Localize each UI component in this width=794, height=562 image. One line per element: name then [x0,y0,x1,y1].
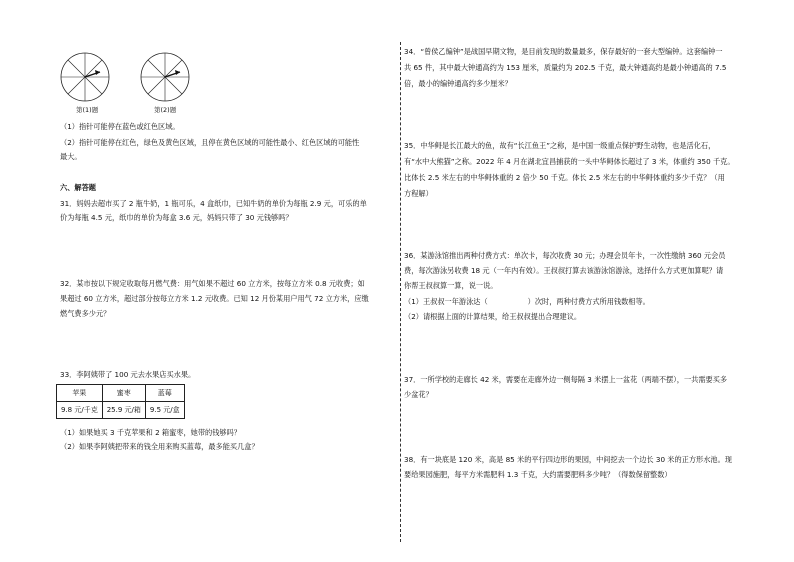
column-divider [400,42,401,542]
question-37-line-2: 少盆花？ [404,390,433,399]
question-32-line-2: 果超过 60 立方米，超过部分按每立方米 1.2 元收费。已知 12 月份某用户用气 72 立方米，应缴 [60,294,369,303]
question-33-part-1: （1）如果她买 3 千克苹果和 2 箱蜜枣，她带的钱够吗？ [60,428,241,437]
question-38-line-2: 要给果园施肥，每平方米需肥料 1.3 千克，大约需要肥料多少吨？（得数保留整数） [404,470,672,479]
table-header-cell: 蜜枣 [102,385,145,402]
question-38-line-1: 38．有一块底是 120 米，高是 85 米的平行四边形的果园，中间挖去一个边长 30 米的正方形水池。现 [404,455,732,464]
table-header-cell: 蓝莓 [145,385,184,402]
question-35-line-1: 35．中华鲟是长江最大的鱼，故有“长江鱼王”之称，是中国一级重点保护野生动物，也是活化石， [404,141,716,150]
question-32-line-3: 燃气费多少元？ [60,309,111,318]
question-36-part-2: （2）请根据上面的计算结果，给王叔叔提出合理建议。 [404,312,582,321]
table-cell: 9.8 元/千克 [57,402,103,419]
question-30-part-2-line-1: （2）指针可能停在红色，绿色及黄色区域，且停在黄色区域的可能性最小、红色区域的可能性 [60,138,360,147]
table-cell: 9.5 元/盒 [145,402,184,419]
question-33-part-2: （2）如果李阿姨把带来的钱全用来购买蓝莓，最多能买几盒？ [60,442,259,451]
table-header-cell: 苹果 [57,385,103,402]
question-34-line-2: 共 65 件，其中最大钟通高约为 153 厘米，质量约为 202.5 千克，最大钟通高约是最小钟通高的 7.5 [404,63,727,72]
table-row [57,402,185,419]
wheel-caption-2: 第(2)题 [154,106,177,114]
question-35-line-2: 有“水中大熊猫”之称。2022 年 4 月在湖北宜昌捕获的一头中华鲟体长超过了 3 米，体重约 350 千克。 [404,157,735,166]
question-37-line-1: 37．一所学校的走廊长 42 米，需要在走廊外边一侧每隔 3 米摆上一盆花（两端不摆），一共需要买多 [404,375,728,384]
question-32-line-1: 32．某市按以下规定收取每月燃气费：用气如果不超过 60 立方米，按每立方米 0.8 元收费；如 [60,279,365,288]
question-36-part-1-suffix: ）次时，两种付费方式所用钱数相等。 [527,297,650,306]
spinner-wheel-1 [58,50,112,104]
question-30-part-1: （1）指针可能停在蓝色或红色区域。 [60,122,180,131]
question-31-line-2: 价为每瓶 4.5 元，纸巾的单价为每盒 3.6 元，妈妈只带了 30 元钱够吗？ [60,213,293,222]
question-36-part-1-prefix: （1）王叔叔一年游泳达（ [404,297,488,306]
question-30-part-2-line-2: 最大。 [60,152,82,161]
question-31-line-1: 31．妈妈去超市买了 2 瓶牛奶，1 瓶可乐，4 盒纸巾，已知牛奶的单价为每瓶 2.9 元，可乐的单 [60,199,367,208]
question-36-part-1 [404,296,650,307]
fruit-price-table [56,384,185,419]
section-title: 六、解答题 [60,183,96,192]
question-35-line-4: 方程解） [404,189,433,198]
question-36-line-1: 36．某游泳馆推出两种付费方式：单次卡，每次收费 30 元；办理会员年卡，一次性缴纳 360 元会员 [404,251,726,260]
question-34-line-1: 34．“曾侯乙编钟”是战国早期文物，是目前发现的数量最多，保存最好的一套大型编钟。这套编钟一 [404,47,723,56]
question-36-line-2: 费，每次游泳另收费 18 元（一年内有效）。王叔叔打算去该游泳馆游泳，选择什么方式更加算呢？请 [404,266,724,275]
table-cell: 25.9 元/箱 [102,402,145,419]
wheel-caption-1: 第(1)题 [76,106,99,114]
question-36-line-3: 你帮王叔叔算一算，说一说。 [404,281,498,290]
question-34-line-3: 倍，最小的编钟通高约多少厘米？ [404,79,512,88]
question-35-line-3: 比体长 2.5 米左右的中华鲟体重的 2 倍少 50 千克。体长 2.5 米左右的中华鲟体重约多少千克？（用 [404,173,725,182]
question-33-line-1: 33．李阿姨带了 100 元去水果店买水果。 [60,370,196,379]
table-header-row [57,385,185,402]
spinner-wheel-2 [138,50,192,104]
